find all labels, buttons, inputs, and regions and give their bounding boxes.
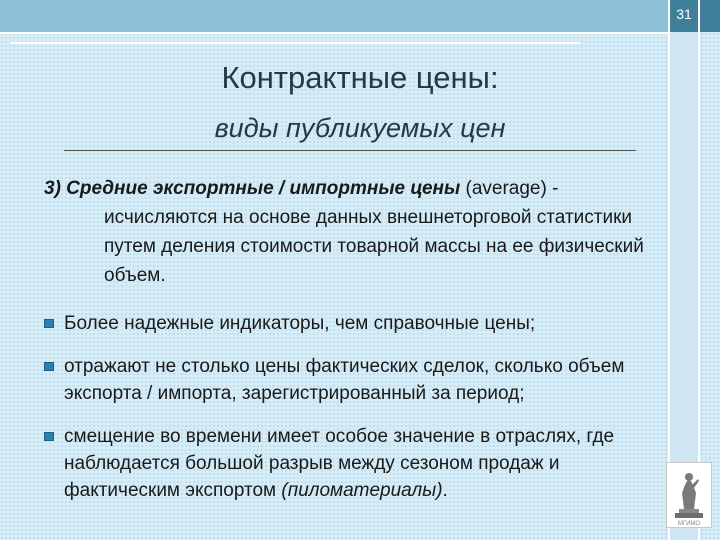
list-item	[44, 310, 664, 337]
intro-term: (average) -	[465, 178, 559, 199]
statue-logo-icon	[666, 462, 712, 528]
slide-title: Контрактные цены:	[221, 60, 499, 95]
intro-paragraph	[44, 174, 664, 290]
bullet-text-example: (пиломатериалы)	[281, 480, 443, 501]
list-item	[44, 353, 664, 407]
bullet-text	[64, 423, 664, 504]
bullet-text-end: .	[442, 480, 448, 501]
bullet-text: отражают не столько цены фактических сделок, сколько объем экспорта / импорта, зарегистрированный за период;	[64, 356, 625, 404]
square-bullet-icon	[44, 362, 54, 371]
slide-subtitle: виды публикуемых цен	[214, 113, 506, 143]
list-item	[44, 423, 664, 504]
square-bullet-icon	[44, 319, 54, 328]
bullet-text-main: смещение во времени имеет особое значение в отраслях, где наблюдается большой разрыв между сезоном продаж и фактическим экспортом	[64, 426, 615, 501]
intro-body: исчисляются на основе данных внешнеторговой статистики путем деления стоимости товарной массы на ее физический объем.	[104, 207, 644, 286]
title-underline	[64, 150, 636, 151]
intro-heading: 3) Средние экспортные / импортные цены	[44, 178, 461, 199]
top-bar-band	[0, 0, 668, 32]
divider	[698, 0, 700, 32]
divider	[0, 32, 668, 34]
bullet-text: Более надежные индикаторы, чем справочные цены;	[64, 313, 536, 334]
slide-number: 31	[676, 6, 692, 22]
slide-body	[44, 174, 664, 520]
square-bullet-icon	[44, 432, 54, 441]
divider	[10, 42, 580, 44]
svg-text:МГИМО: МГИМО	[677, 521, 701, 527]
